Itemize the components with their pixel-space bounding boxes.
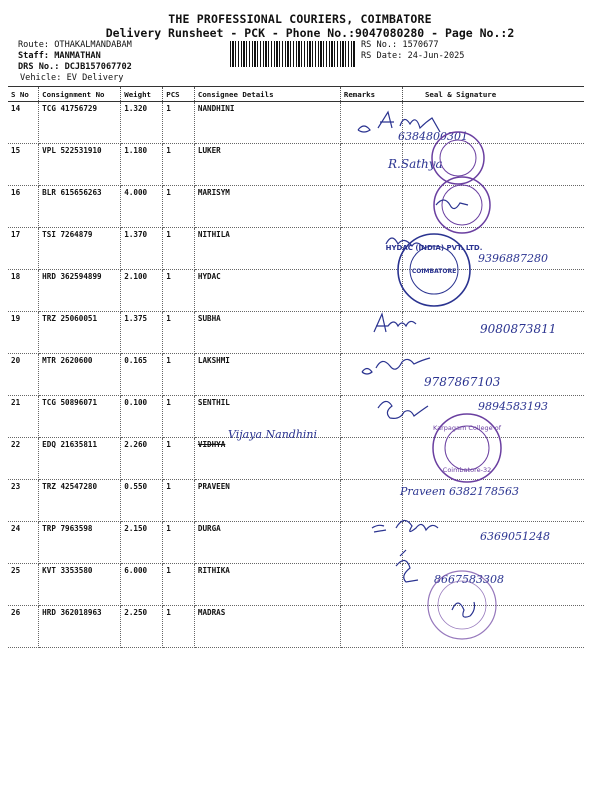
barcode-image [230, 41, 355, 67]
rs-number: RS No.: 1570677 [361, 40, 439, 50]
rs-date: RS Date: 24-Jun-2025 [361, 51, 465, 61]
cell-pcs: 1 [163, 522, 195, 564]
cell-consignee: NANDHINI [194, 102, 340, 144]
drs-number: DRS No.: DCJB157067702 [18, 62, 132, 72]
stamp-text: Coimbatore-32 [442, 466, 492, 474]
handwritten-signature: R.Sathya [388, 157, 443, 171]
cell-consignment: MTR 2620600 [39, 354, 121, 396]
cell-sno: 22 [8, 438, 39, 480]
cell-sno: 17 [8, 228, 39, 270]
table-row [8, 438, 584, 480]
cell-sno: 14 [8, 102, 39, 144]
table-row [8, 396, 584, 438]
cell-weight: 2.100 [121, 270, 163, 312]
cell-remarks [340, 522, 402, 564]
cell-remarks [340, 606, 402, 648]
cell-pcs: 1 [163, 396, 195, 438]
cell-weight: 1.320 [121, 102, 163, 144]
handwritten-phone: Praveen 6382178563 [400, 485, 520, 498]
cell-signature [402, 144, 584, 186]
route-label: Route: OTHAKALMANDABAM [18, 40, 132, 50]
table-row [8, 186, 584, 228]
cell-consignment: HRD 362594899 [39, 270, 121, 312]
cell-signature [402, 606, 584, 648]
cell-signature [402, 564, 584, 606]
cell-remarks [340, 396, 402, 438]
cell-pcs: 1 [163, 354, 195, 396]
col-header-sno: S No [8, 87, 39, 102]
col-header-consignment: Consignment No [39, 87, 121, 102]
handwritten-phone: 9787867103 [424, 375, 501, 389]
vehicle-label: Vehicle: EV Delivery [20, 73, 124, 83]
stamp-text: HYDAC (INDIA) PVT. LTD. [385, 244, 483, 252]
cell-consignee: VIDHYA [194, 438, 340, 480]
cell-signature [402, 480, 584, 522]
cell-remarks [340, 564, 402, 606]
cell-weight: 4.000 [121, 186, 163, 228]
cell-weight: 0.165 [121, 354, 163, 396]
table-row [8, 144, 584, 186]
stamp-text: Karpagam College of [432, 424, 502, 432]
table-row [8, 522, 584, 564]
cell-remarks [340, 144, 402, 186]
table-row [8, 606, 584, 648]
cell-signature [402, 438, 584, 480]
cell-consignee: MADRAS [194, 606, 340, 648]
cell-consignee: MARISYM [194, 186, 340, 228]
handwritten-phone: 9894583193 [478, 400, 548, 413]
cell-consignee: LUKER [194, 144, 340, 186]
cell-remarks [340, 102, 402, 144]
cell-remarks [340, 270, 402, 312]
cell-signature [402, 102, 584, 144]
table-row [8, 480, 584, 522]
table-row [8, 564, 584, 606]
col-header-pcs: PCS [163, 87, 195, 102]
cell-remarks [340, 480, 402, 522]
cell-remarks [340, 228, 402, 270]
cell-pcs: 1 [163, 312, 195, 354]
table-row [8, 228, 584, 270]
cell-pcs: 1 [163, 102, 195, 144]
table-row [8, 102, 584, 144]
cell-consignee: RITHIKA [194, 564, 340, 606]
col-header-signature: Seal & Signature [402, 87, 584, 102]
cell-remarks [340, 186, 402, 228]
cell-consignment: TCG 41756729 [39, 102, 121, 144]
runsheet-subtitle: Delivery Runsheet - PCK - Phone No.:9047080280 - Page No.:2 [105, 26, 515, 40]
cell-pcs: 1 [163, 228, 195, 270]
cell-signature [402, 354, 584, 396]
cell-signature [402, 312, 584, 354]
cell-sno: 23 [8, 480, 39, 522]
cell-weight: 1.370 [121, 228, 163, 270]
cell-consignee: NITHILA [194, 228, 340, 270]
table-row [8, 312, 584, 354]
cell-consignment: TCG 50896071 [39, 396, 121, 438]
table-row [8, 354, 584, 396]
cell-consignment: EDQ 21635811 [39, 438, 121, 480]
cell-weight: 6.000 [121, 564, 163, 606]
staff-label: Staff: MANMATHAN [18, 51, 101, 61]
cell-sno: 24 [8, 522, 39, 564]
cell-remarks [340, 354, 402, 396]
col-header-weight: Weight [121, 87, 163, 102]
cell-consignment: BLR 615656263 [39, 186, 121, 228]
cell-signature [402, 186, 584, 228]
handwritten-phone: 8667583308 [434, 573, 504, 586]
cell-sno: 19 [8, 312, 39, 354]
cell-consignee: DURGA [194, 522, 340, 564]
col-header-remarks: Remarks [340, 87, 402, 102]
company-title: THE PROFESSIONAL COURIERS, COIMBATORE [168, 12, 432, 26]
table-header-row [8, 87, 584, 102]
cell-signature [402, 396, 584, 438]
cell-signature [402, 228, 584, 270]
cell-sno: 18 [8, 270, 39, 312]
cell-weight: 2.250 [121, 606, 163, 648]
stamp-text: COIMBATORE [411, 268, 457, 275]
cell-consignee: HYDAC [194, 270, 340, 312]
cell-consignment: TRZ 25060051 [39, 312, 121, 354]
cell-weight: 2.150 [121, 522, 163, 564]
handwritten-name: Vijaya Nandhini [228, 428, 318, 441]
cell-sno: 26 [8, 606, 39, 648]
cell-consignment: TSI 7264879 [39, 228, 121, 270]
handwritten-phone: 6384800301 [398, 130, 468, 143]
cell-pcs: 1 [163, 186, 195, 228]
cell-remarks [340, 312, 402, 354]
cell-consignee: SENTHIL [194, 396, 340, 438]
delivery-table [8, 86, 584, 648]
cell-sno: 25 [8, 564, 39, 606]
cell-weight: 0.550 [121, 480, 163, 522]
cell-consignee: PRAVEEN [194, 480, 340, 522]
cell-consignee: LAKSHMI [194, 354, 340, 396]
cell-sno: 20 [8, 354, 39, 396]
cell-sno: 15 [8, 144, 39, 186]
table-row [8, 270, 584, 312]
cell-pcs: 1 [163, 144, 195, 186]
cell-pcs: 1 [163, 480, 195, 522]
cell-weight: 0.100 [121, 396, 163, 438]
cell-sno: 21 [8, 396, 39, 438]
cell-sno: 16 [8, 186, 39, 228]
col-header-consignee: Consignee Details [194, 87, 340, 102]
cell-signature [402, 522, 584, 564]
handwritten-phone: 9396887280 [478, 252, 548, 265]
cell-remarks [340, 438, 402, 480]
cell-consignment: TRP 7963598 [39, 522, 121, 564]
cell-consignment: VPL 522531910 [39, 144, 121, 186]
cell-weight: 1.375 [121, 312, 163, 354]
handwritten-phone: 9080873811 [480, 322, 557, 336]
cell-signature [402, 270, 584, 312]
cell-consignment: TRZ 42547280 [39, 480, 121, 522]
cell-consignment: HRD 362018963 [39, 606, 121, 648]
cell-consignee: SUBHA [194, 312, 340, 354]
cell-pcs: 1 [163, 606, 195, 648]
cell-pcs: 1 [163, 564, 195, 606]
handwritten-phone: 6369051248 [480, 530, 550, 543]
cell-pcs: 1 [163, 438, 195, 480]
cell-weight: 1.180 [121, 144, 163, 186]
cell-pcs: 1 [163, 270, 195, 312]
cell-consignment: KVT 3353580 [39, 564, 121, 606]
cell-weight: 2.260 [121, 438, 163, 480]
